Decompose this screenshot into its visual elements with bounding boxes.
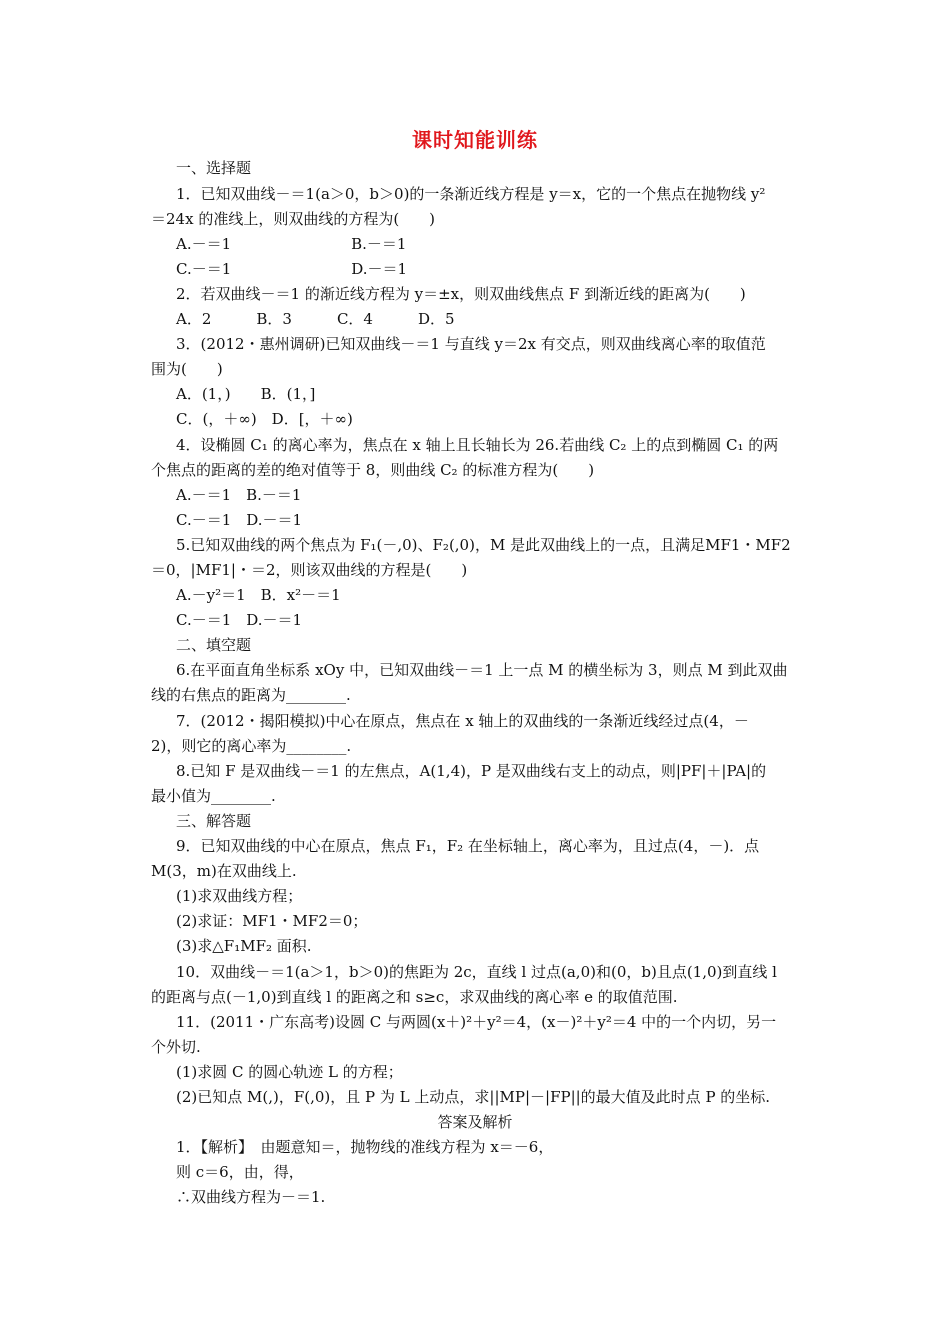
text-line: (1)求圆 C 的圆心轨迹 L 的方程；	[176, 1063, 403, 1081]
text-line: 个外切.	[151, 1038, 201, 1056]
text-line: (3)求△F₁MF₂ 面积.	[176, 937, 312, 955]
text-line: ＝0，|MF1|・＝2，则该双曲线的方程是( )	[151, 561, 468, 579]
page-title: 课时知能训练	[412, 128, 538, 152]
text-line: 11．(2011・广东高考)设圆 C 与两圆(x＋)²＋y²＝4，(x－)²＋y²＝4 中的一个内切，另一	[176, 1013, 777, 1031]
text-line: 则 c＝6，由，得，	[176, 1163, 304, 1181]
option-line: C．(，＋∞) D．[，＋∞)	[176, 410, 353, 428]
text-line: 线的右焦点的距离为________.	[151, 686, 351, 704]
text-line: M(3，m)在双曲线上.	[151, 862, 297, 880]
text-line: 7．(2012・揭阳模拟)中心在原点，焦点在 x 轴上的双曲线的一条渐近线经过点(4，－	[176, 712, 749, 730]
section-heading-choice: 一、选择题	[176, 159, 252, 177]
text-line: 10．双曲线－＝1(a＞1，b＞0)的焦距为 2c，直线 l 过点(a,0)和(0，b)且点(1,0)到直线 l	[176, 963, 777, 981]
text-line: 2．若双曲线－＝1 的渐近线方程为 y＝±x，则双曲线焦点 F 到渐近线的距离为( )	[176, 285, 746, 303]
text-line: ∴双曲线方程为－＝1.	[176, 1188, 326, 1206]
text-line: 5.已知双曲线的两个焦点为 F₁(－,0)、F₂(,0)，M 是此双曲线上的一点，且满足MF1・MF2	[176, 536, 791, 554]
text-line: 最小值为________.	[151, 787, 276, 805]
text-line: 8.已知 F 是双曲线－＝1 的左焦点，A(1,4)，P 是双曲线右支上的动点，则|PF|＋|PA|的	[176, 762, 767, 780]
section-heading-fill: 二、填空题	[176, 636, 252, 654]
text-line: 围为( )	[151, 360, 223, 378]
option-line: C.－＝1 D.－＝1	[176, 511, 303, 529]
text-line: 3．(2012・惠州调研)已知双曲线－＝1 与直线 y＝2x 有交点，则双曲线离心率的取值范	[176, 335, 766, 353]
answers-heading: 答案及解析	[437, 1113, 513, 1131]
text-line: ＝24x 的准线上，则双曲线的方程为( )	[151, 210, 436, 228]
option-line: A.－y²＝1 B．x²－＝1	[176, 586, 341, 604]
text-line: 6.在平面直角坐标系 xOy 中，已知双曲线－＝1 上一点 M 的横坐标为 3，则点 M 到此双曲	[176, 661, 788, 679]
text-line: (2)求证：MF1・MF2＝0；	[176, 912, 368, 930]
text-line: (1)求双曲线方程；	[176, 887, 303, 905]
text-line: 1．已知双曲线－＝1(a＞0，b＞0)的一条渐近线方程是 y＝x，它的一个焦点在抛物线 y²	[176, 185, 766, 203]
text-line: 的距离与点(－1,0)到直线 l 的距离之和 s≥c，求双曲线的离心率 e 的取值范围.	[151, 988, 678, 1006]
text-line: 2)，则它的离心率为________.	[151, 737, 352, 755]
text-line: 1．【解析】 由题意知＝，抛物线的准线方程为 x＝－6，	[176, 1138, 554, 1156]
option-line: C.－＝1 D.－＝1	[176, 611, 303, 629]
option-line: A.－＝1 B.－＝1	[176, 486, 302, 504]
text-line: 4．设椭圆 C₁ 的离心率为，焦点在 x 轴上且长轴长为 26.若曲线 C₂ 上的点到椭圆 C₁ 的两	[176, 436, 779, 454]
text-line: 个焦点的距离的差的绝对值等于 8，则曲线 C₂ 的标准方程为( )	[151, 461, 595, 479]
option-line: A．(1，) B．(1，]	[176, 385, 316, 403]
option-line: C.－＝1 D.－＝1	[176, 260, 408, 278]
text-line: (2)已知点 M(,)，F(,0)，且 P 为 L 上动点，求||MP|－|FP||的最大值及此时点 P 的坐标.	[176, 1088, 771, 1106]
option-line: A.－＝1 B.－＝1	[176, 235, 407, 253]
text-line: 9．已知双曲线的中心在原点，焦点 F₁，F₂ 在坐标轴上，离心率为，且过点(4，－)．点	[176, 837, 760, 855]
option-line: A．2 B．3 C．4 D．5	[176, 310, 455, 328]
section-heading-solve: 三、解答题	[176, 812, 252, 830]
